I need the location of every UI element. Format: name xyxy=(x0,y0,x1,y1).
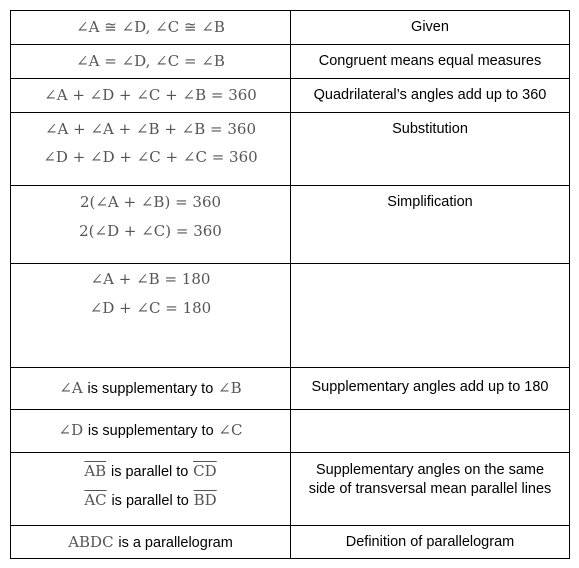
table-row xyxy=(11,186,570,264)
statement-line xyxy=(11,480,290,509)
reason-cell xyxy=(291,368,570,410)
reason-cell xyxy=(291,79,570,113)
table-row xyxy=(11,45,570,79)
statement-text: is supplementary to xyxy=(87,423,214,439)
statement-line: ∠A + ∠A + ∠B + ∠B = 360 xyxy=(44,120,257,138)
figure-label: ABDC xyxy=(68,533,114,551)
statement-line xyxy=(11,410,290,439)
statement-cell xyxy=(11,526,291,559)
reason-cell xyxy=(291,410,570,453)
angle-symbol: ∠D xyxy=(58,421,84,439)
table-row xyxy=(11,526,570,559)
statement-cell xyxy=(11,113,291,186)
statement-line: ∠D + ∠D + ∠C + ∠C = 360 xyxy=(43,148,258,166)
reason-line: Definition of parallelogram xyxy=(345,534,515,550)
table-row xyxy=(11,113,570,186)
statement-line xyxy=(11,453,290,480)
statement-line: ∠D + ∠C = 180 xyxy=(89,299,212,317)
table-row xyxy=(11,79,570,113)
statement-line xyxy=(11,526,290,551)
statement-text: is parallel to xyxy=(110,464,189,480)
angle-symbol: ∠A xyxy=(59,379,83,397)
statement-text: is parallel to xyxy=(111,493,189,509)
reason-cell xyxy=(291,186,570,264)
statement-cell xyxy=(11,186,291,264)
reason-line: Quadrilateral’s angles add up to 360 xyxy=(313,87,547,103)
statement-cell xyxy=(11,264,291,368)
statement-cell xyxy=(11,79,291,113)
reason-cell xyxy=(291,453,570,526)
statement-cell xyxy=(11,45,291,79)
angle-symbol: ∠C xyxy=(218,421,243,439)
reason-cell xyxy=(291,45,570,79)
statement-line: ∠A ≅ ∠D, ∠C ≅ ∠B xyxy=(76,18,225,36)
reason-line: Substitution xyxy=(392,121,468,137)
statement-line xyxy=(11,368,290,397)
table-row xyxy=(11,368,570,410)
statement-cell xyxy=(11,11,291,45)
reason-cell xyxy=(291,526,570,559)
statement-line: ∠A = ∠D, ∠C = ∠B xyxy=(76,52,225,70)
reason-line: Simplification xyxy=(387,194,473,210)
statement-text: is supplementary to xyxy=(87,381,214,397)
segment-label: $\overline{CD}$ xyxy=(193,462,217,480)
segment-label: $\overline{AC}$ xyxy=(84,491,107,509)
table-row xyxy=(11,410,570,453)
statement-cell xyxy=(11,410,291,453)
reason-line: Given xyxy=(411,19,449,35)
reason-cell xyxy=(291,113,570,186)
statement-line: ∠A + ∠D + ∠C + ∠B = 360 xyxy=(44,86,257,104)
segment-label: $\overline{BD}$ xyxy=(193,491,217,509)
proof-table xyxy=(10,10,570,559)
reason-cell xyxy=(291,11,570,45)
table-row xyxy=(11,264,570,368)
reason-line: Congruent means equal measures xyxy=(318,53,542,69)
table-row xyxy=(11,11,570,45)
statement-line: ∠A + ∠B = 180 xyxy=(90,270,211,288)
statement-text: is a parallelogram xyxy=(118,535,233,551)
table-row xyxy=(11,453,570,526)
statement-line: 2(∠A + ∠B) = 360 xyxy=(79,193,222,211)
angle-symbol: ∠B xyxy=(218,379,242,397)
segment-label: $\overline{AB}$ xyxy=(84,462,107,480)
statement-line: 2(∠D + ∠C) = 360 xyxy=(79,222,222,240)
statement-cell xyxy=(11,453,291,526)
reason-cell xyxy=(291,264,570,368)
statement-cell xyxy=(11,368,291,410)
reason-line: side of transversal mean parallel lines xyxy=(308,481,552,497)
reason-line: Supplementary angles on the same xyxy=(315,462,545,478)
reason-line: Supplementary angles add up to 180 xyxy=(311,379,549,395)
